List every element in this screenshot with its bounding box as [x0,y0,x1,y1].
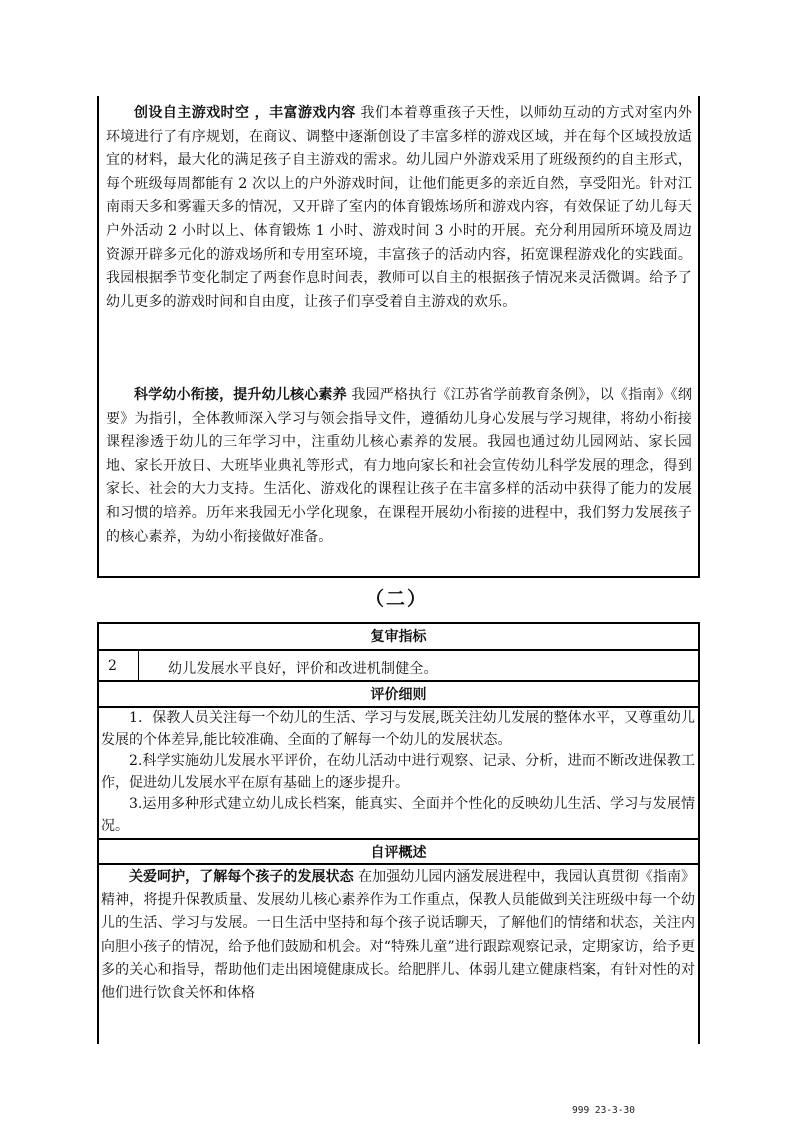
self-evaluation-text [101,866,695,1005]
paragraph-transition [106,384,692,549]
criteria-header: 评价细则 [370,686,427,702]
item-text: 幼儿发展水平良好，评价和改进机制健全。 [168,661,438,677]
paragraph-free-play [106,102,692,314]
paragraph-heading: 创设自主游戏时空 ，丰富游戏内容 [134,105,356,121]
footer-stamp: 999 23-3-30 [572,1105,635,1116]
criteria-item: 3.运用多种形式建立幼儿成长档案，能真实、全面并个性化的反映幼儿生活、学习与发展情况。 [101,796,695,834]
paragraph-body: 我们本着尊重孩子天性，以师幼互动的方式对室内外环境进行了有序规划，在商议、调整中逐渐创设了丰富多样的游戏区域，并在每个区域投放适宜的材料，最大化的满足孩子自主游戏的需求。幼儿园户外游戏采用了班级预约的自主形式，每个班级每周都能有 2 次以上的户外游戏时间，让他们能更多的亲近自然，享受阳光。针对江南雨天多和雾霾天多的情况，又开辟了室内的体育锻炼场所和游戏内容，有效保证了幼儿每天户外活动 2 小时以上、体育锻炼 1 小时、游戏时间 3 小时的开展。充分利用园所环境及周边资源开辟多元化的游戏场所和专用室环境，丰富孩子的活动内容，拓宽课程游戏化的实践面。我园根据季节变化制定了两套作息时间表，教师可以自主的根据孩子情况来灵活微调。给予了幼儿更多的游戏时间和自由度，让孩子们享受着自主游戏的欢乐。 [106,105,692,310]
table-divider [97,649,700,651]
criteria-item: 1．保教人员关注每一个幼儿的生活、学习与发展,既关注幼儿发展的整体水平，又尊重幼儿发展的个体差异,能比较准确、全面的了解每一个幼儿的发展状态。 [101,710,695,748]
paragraph-heading: 科学幼小衔接，提升幼儿核心素养 [134,387,347,403]
paragraph-body: 我园严格执行《江苏省学前教育条例》，以《指南》《纲要》为指引，全体教师深入学习与领会指导文件，遵循幼儿身心发展与学习规律，将幼小衔接课程渗透于幼儿的三年学习中，注重幼儿核心素养的发展。我园也通过幼儿园网站、家长园地、家长开放日、大班毕业典礼等形式，有力地向家长和社会宣传幼儿科学发展的理念，得到家长、社会的大力支持。生活化、游戏化的课程让孩子在丰富多样的活动中获得了能力的发展和习惯的培养。历年来我园无小学化现象，在课程开展幼小衔接的进程中，我们努力发展孩子的核心素养，为幼小衔接做好准备。 [106,387,693,545]
table-column-divider [138,650,139,681]
table-divider [97,863,700,865]
section-title: （二） [364,588,428,610]
item-number: 2 [108,658,117,674]
table-divider [97,680,700,682]
summary-body: 在加强幼儿园内涵发展进程中，我园认真贯彻《指南》精神，将提升保教质量、发展幼儿核心素养作为工作重点，保教人员能做到关注班级中每一个幼儿的生活、学习与发展。一日生活中坚持和每个孩子说话聊天，了解他们的情绪和状态，关注内向胆小孩子的情况，给予他们鼓励和机会。对“特殊儿童”进行跟踪观察记录，定期家访，给予更多的关心和指导，帮助他们走出困境健康成长。给肥胖儿、体弱儿建立健康档案，有针对性的对他们进行饮食关怀和体格 [101,869,696,1002]
criteria-item: 2.科学实施幼儿发展水平评价，在幼儿活动中进行观察、记录、分析，进而不断改进保教工作，促进幼儿发展水平在原有基础上的逐步提升。 [101,753,695,791]
summary-heading: 关爱呵护，了解每个孩子的发展状态 [129,869,354,885]
review-indicator-header: 复审指标 [370,628,427,644]
self-evaluation-header: 自评概述 [370,844,427,860]
table-divider [97,838,700,840]
